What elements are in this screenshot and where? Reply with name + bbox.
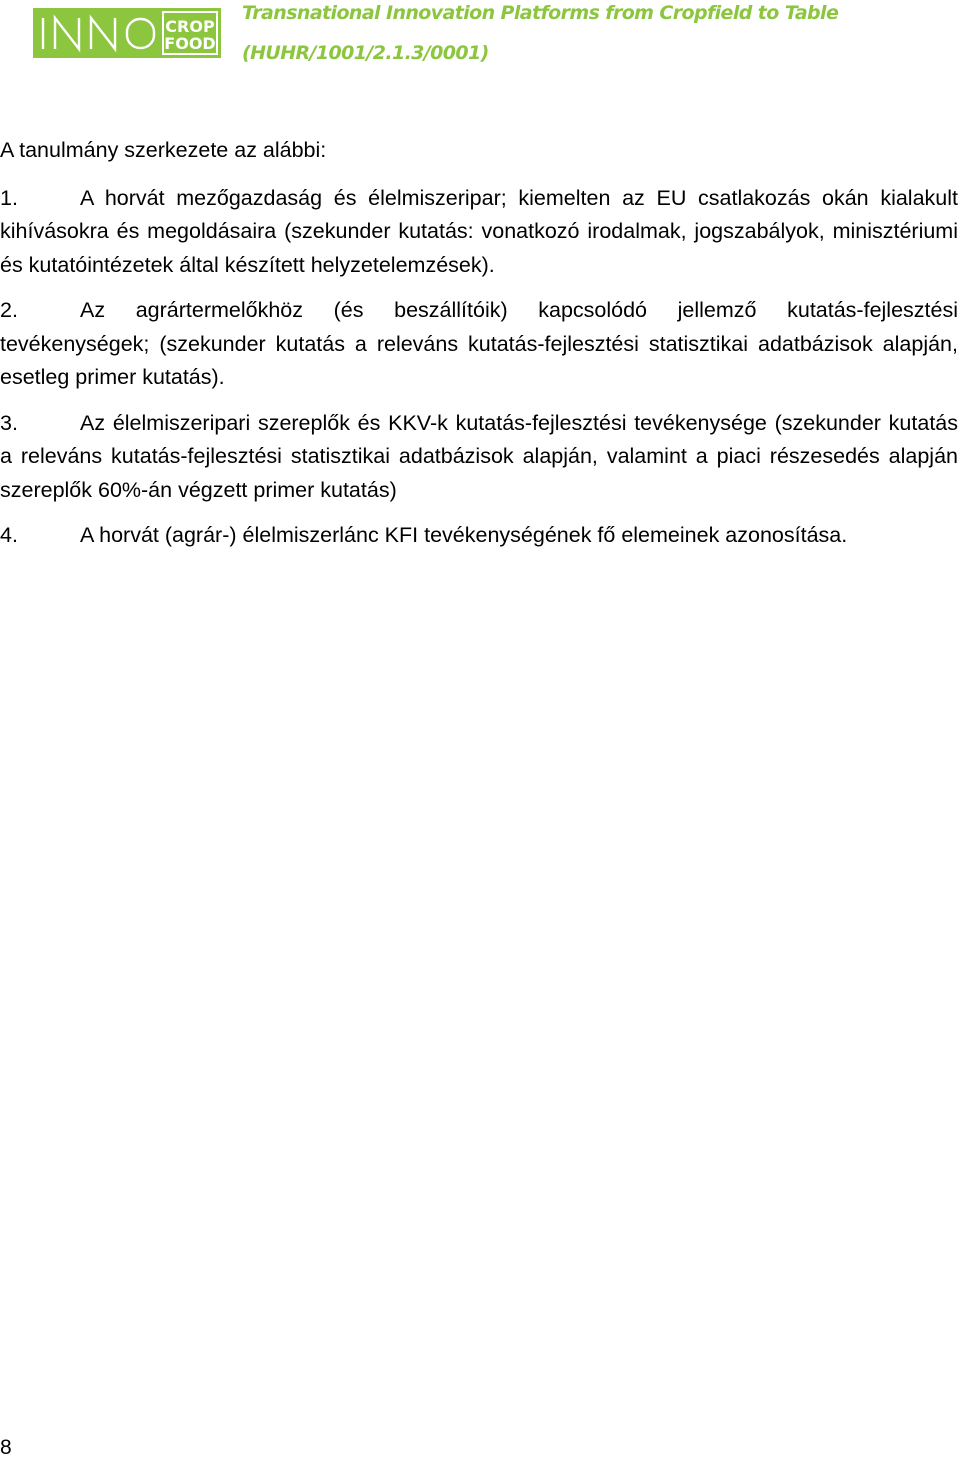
list-item-text: Az agrártermelőkhöz (és beszállítóik) kapcsolódó jellemző kutatás-fejlesztési tevékenységek; (szekunder kutatás a releváns kutatás-fejlesztési statisztikai adatbázisok alapján, esetleg primer kutatás). <box>0 298 958 389</box>
list-item <box>0 519 958 553</box>
list-item <box>0 294 958 395</box>
list-item-text: A horvát mezőgazdaság és élelmiszeripar; kiemelten az EU csatlakozás okán kialakult kihívásokra és megoldásaira (szekunder kutatás: vonatkozó irodalmak, jogszabályok, minisztériumi és kutatóintézetek által készített helyzetelemzések). <box>0 185 958 277</box>
list-item-text: A horvát (agrár-) élelmiszerlánc KFI tevékenységének fő elemeinek azonosítása. <box>80 523 848 547</box>
list-item <box>0 407 958 508</box>
header-project-code: (HUHR/1001/2.1.3/0001) <box>242 42 489 64</box>
logo-crop-text: CROP <box>165 17 215 36</box>
list-item-number: 2. <box>0 298 18 322</box>
document-body <box>0 134 958 565</box>
logo-food-text: FOOD <box>164 34 216 53</box>
list-item-number: 1. <box>0 185 18 210</box>
list-item-text: Az élelmiszeripari szereplők és KKV-k kutatás-fejlesztési tevékenysége (szekunder kutatás a releváns kutatás-fejlesztési statisztikai adatbázisok alapján, valamint a piaci részesedés alapján szereplők 60%-án végzett primer kutatás) <box>0 410 958 502</box>
list-item-number: 4. <box>0 523 18 547</box>
page-header <box>0 0 960 80</box>
list-item <box>0 182 958 283</box>
page-number: 8 <box>0 1436 12 1459</box>
intro-sentence: A tanulmány szerkezete az alábbi: <box>0 138 327 162</box>
header-project-title: Transnational Innovation Platforms from Cropfield to Table <box>242 2 839 24</box>
list-item-number: 3. <box>0 410 18 435</box>
innocropfood-logo-icon <box>33 8 221 58</box>
